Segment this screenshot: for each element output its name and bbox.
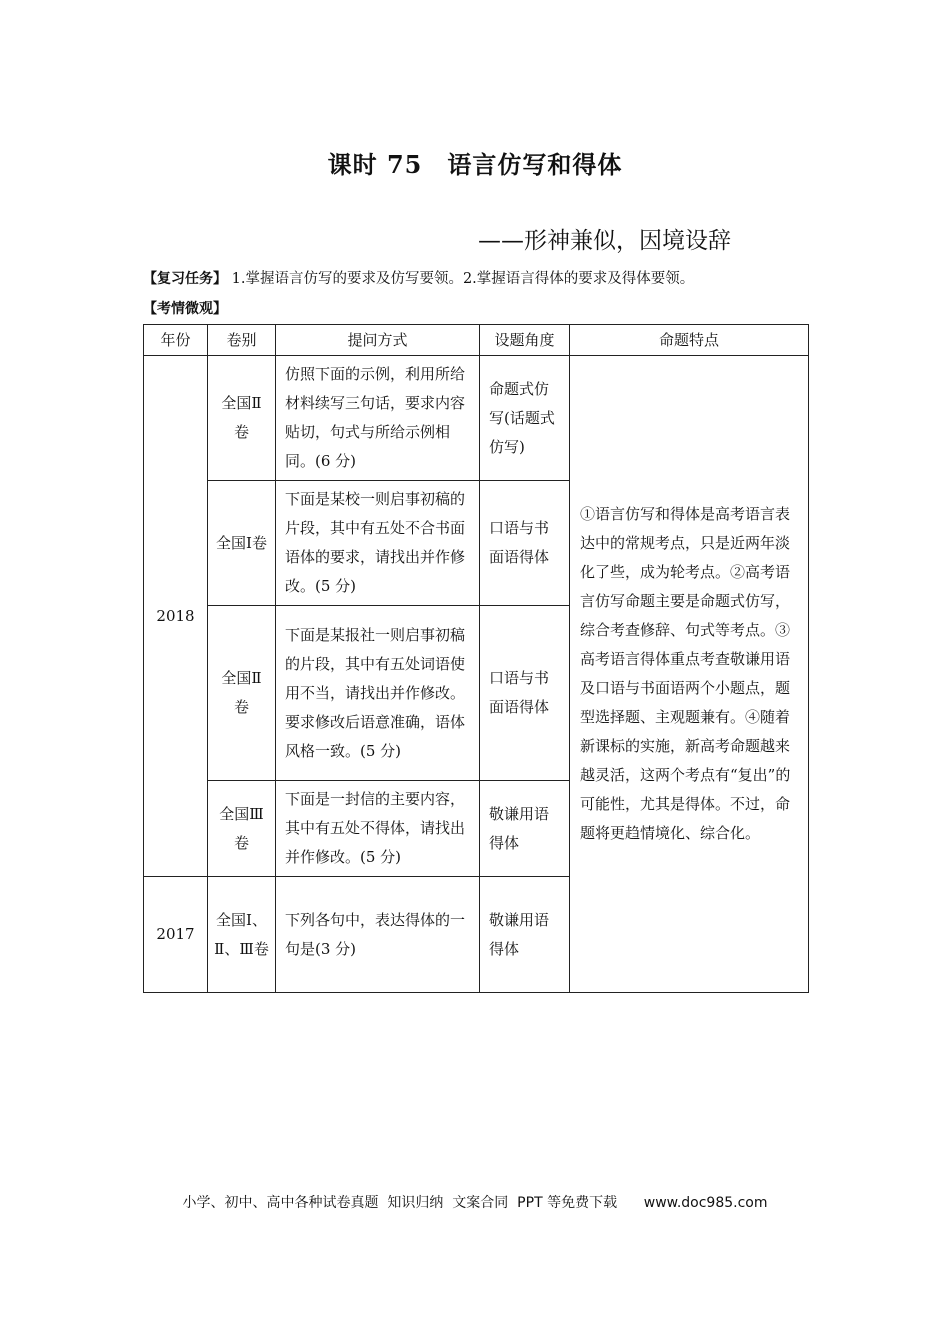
table-row [144,356,809,481]
paper-cell: 全国Ⅰ、Ⅱ、Ⅲ卷 [208,877,276,993]
header-year: 年份 [144,325,208,356]
table-header-row [144,325,809,356]
question-cell: 下面是某报社一则启事初稿的片段，其中有五处词语使用不当，请找出并作修改。要求修改后语意准确，语体风格一致。(5 分) [276,606,480,781]
angle-cell: 口语与书面语得体 [480,606,570,781]
review-task-tag: 【复习任务】 [143,271,227,287]
angle-cell: 命题式仿写(话题式仿写) [480,356,570,481]
paper-cell: 全国Ⅲ卷 [208,781,276,877]
features-cell: ①语言仿写和得体是高考语言表达中的常规考点，只是近两年淡化了些，成为轮考点。②高考语言仿写命题主要是命题式仿写，综合考查修辞、句式等考点。③高考语言得体重点考查敬谦用语及口语与书面语两个小题点，题型选择题、主观题兼有。④随着新课标的实施，新高考命题越来越灵活，这两个考点有“复出”的可能性，尤其是得体。不过，命题将更趋情境化、综合化。 [570,356,809,993]
angle-cell: 口语与书面语得体 [480,481,570,606]
review-task-text: 1.掌握语言仿写的要求及仿写要领。2.掌握语言得体的要求及得体要领。 [227,271,695,287]
question-cell: 下面是某校一则启事初稿的片段，其中有五处不合书面语体的要求，请找出并作修改。(5 分) [276,481,480,606]
header-question: 提问方式 [276,325,480,356]
angle-cell: 敬谦用语得体 [480,781,570,877]
angle-cell: 敬谦用语得体 [480,877,570,993]
year-cell: 2018 [144,356,208,877]
exam-overview-tag: 【考情微观】 [143,301,227,317]
page-footer: 小学、初中、高中各种试卷真题 知识归纳 文案合同 PPT 等免费下载 www.doc985.com [182,1195,768,1211]
paper-cell: 全国Ⅰ卷 [208,481,276,606]
header-angle: 设题角度 [480,325,570,356]
page-subtitle: ——形神兼似，因境设辞 [478,228,731,254]
paper-cell: 全国Ⅱ卷 [208,356,276,481]
question-cell: 仿照下面的示例，利用所给材料续写三句话，要求内容贴切，句式与所给示例相同。(6 分) [276,356,480,481]
question-cell: 下面是一封信的主要内容，其中有五处不得体，请找出并作修改。(5 分) [276,781,480,877]
header-paper: 卷别 [208,325,276,356]
exam-table [143,324,809,993]
review-task [143,267,694,288]
paper-cell: 全国Ⅱ卷 [208,606,276,781]
header-features: 命题特点 [570,325,809,356]
year-cell: 2017 [144,877,208,993]
question-cell: 下列各句中，表达得体的一句是(3 分) [276,877,480,993]
page-title: 课时 75 语言仿写和得体 [327,150,623,179]
